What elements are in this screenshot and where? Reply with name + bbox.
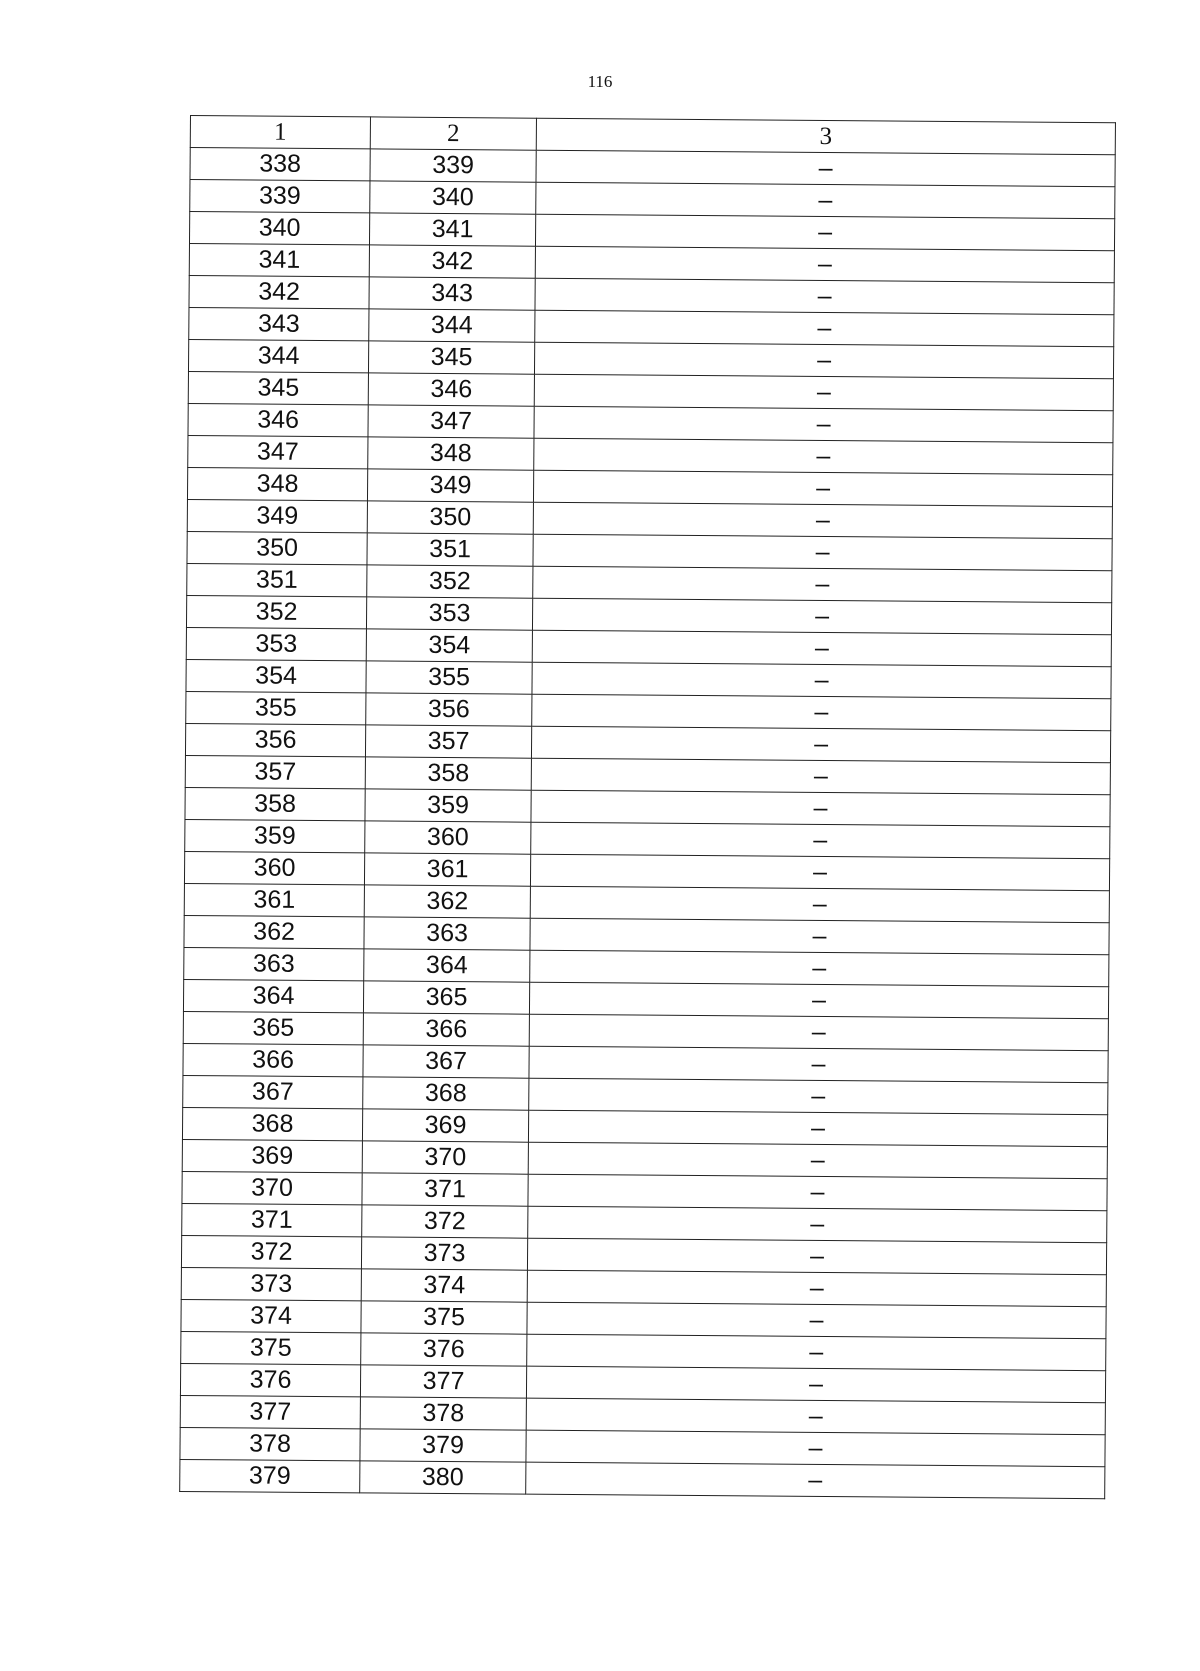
table-cell: – — [529, 982, 1108, 1019]
table-cell: – — [532, 662, 1111, 699]
table-cell: – — [531, 790, 1110, 827]
table-cell: – — [526, 1398, 1105, 1435]
table-cell: 348 — [187, 467, 367, 500]
table-cell: 364 — [364, 949, 530, 982]
table-cell: 360 — [184, 851, 364, 884]
table-cell: 341 — [189, 243, 369, 276]
table-cell: – — [532, 694, 1111, 731]
table-cell: – — [528, 1206, 1107, 1243]
table-cell: 349 — [187, 499, 367, 532]
table-row — [180, 1459, 1105, 1498]
table-cell: 363 — [184, 947, 364, 980]
table-cell: – — [533, 534, 1112, 571]
table-cell: 379 — [360, 1429, 526, 1462]
table-cell: 351 — [367, 533, 533, 566]
table-cell: 339 — [370, 149, 536, 182]
table-cell: – — [527, 1270, 1106, 1307]
table-cell: – — [526, 1430, 1105, 1467]
table-cell: 342 — [369, 245, 535, 278]
table-cell: 345 — [368, 341, 534, 374]
table-cell: 357 — [365, 725, 531, 758]
table-cell: 356 — [185, 723, 365, 756]
table-cell: – — [530, 886, 1109, 923]
table-cell: 374 — [181, 1299, 361, 1332]
table-body — [180, 148, 1116, 1499]
table-cell: 378 — [180, 1427, 360, 1460]
table-cell: – — [529, 1014, 1108, 1051]
table-cell: – — [533, 566, 1112, 603]
table-cell: 341 — [369, 213, 535, 246]
table-cell: 380 — [360, 1461, 526, 1494]
table-cell: – — [536, 150, 1115, 187]
table-cell: – — [527, 1238, 1106, 1275]
table-cell: 340 — [370, 181, 536, 214]
table-cell: – — [534, 342, 1113, 379]
table-cell: 349 — [367, 469, 533, 502]
table-cell: – — [534, 438, 1113, 475]
table-cell: 366 — [363, 1013, 529, 1046]
table-cell: 359 — [185, 819, 365, 852]
table-cell: 376 — [361, 1333, 527, 1366]
table-cell: 359 — [365, 789, 531, 822]
table-cell: 365 — [183, 1011, 363, 1044]
table-cell: 338 — [190, 148, 370, 181]
table-cell: 367 — [183, 1075, 363, 1108]
column-header: 2 — [370, 117, 536, 150]
table-cell: 356 — [366, 693, 532, 726]
column-header: 3 — [536, 118, 1115, 155]
table-cell: – — [535, 246, 1114, 283]
table-cell: – — [526, 1462, 1105, 1499]
table-cell: 352 — [186, 595, 366, 628]
table-cell: 351 — [187, 563, 367, 596]
table-cell: 371 — [362, 1173, 528, 1206]
table-cell: – — [532, 630, 1111, 667]
table-cell: 372 — [181, 1235, 361, 1268]
table-cell: 360 — [365, 821, 531, 854]
table-cell: 347 — [368, 405, 534, 438]
table-cell: – — [530, 950, 1109, 987]
table-cell: – — [528, 1110, 1107, 1147]
table-cell: 368 — [363, 1077, 529, 1110]
table-cell: 352 — [367, 565, 533, 598]
table-cell: 368 — [182, 1107, 362, 1140]
table-cell: – — [534, 406, 1113, 443]
table-cell: 357 — [185, 755, 365, 788]
table-cell: 374 — [361, 1269, 527, 1302]
table-cell: 350 — [367, 501, 533, 534]
table-cell: 373 — [181, 1267, 361, 1300]
table-cell: 369 — [182, 1139, 362, 1172]
table-cell: – — [527, 1334, 1106, 1371]
table-cell: 361 — [364, 853, 530, 886]
table-cell: 369 — [362, 1109, 528, 1142]
column-header: 1 — [190, 116, 370, 149]
table-cell: 378 — [360, 1397, 526, 1430]
table-cell: 354 — [366, 629, 532, 662]
table-cell: – — [528, 1174, 1107, 1211]
table-cell: 362 — [364, 885, 530, 918]
page-number: 116 — [587, 72, 613, 91]
table-cell: – — [535, 278, 1114, 315]
table-cell: 370 — [182, 1171, 362, 1204]
table-cell: – — [530, 854, 1109, 891]
table-cell: – — [536, 182, 1115, 219]
table-cell: 379 — [180, 1459, 360, 1492]
table-cell: – — [528, 1142, 1107, 1179]
table-cell: – — [533, 470, 1112, 507]
table-cell: – — [531, 726, 1110, 763]
table-cell: 355 — [366, 661, 532, 694]
table-cell: 358 — [185, 787, 365, 820]
table-cell: 345 — [188, 371, 368, 404]
table-cell: – — [531, 758, 1110, 795]
table-cell: – — [530, 918, 1109, 955]
table-cell: – — [533, 502, 1112, 539]
table-cell: – — [532, 598, 1111, 635]
table-cell: 350 — [187, 531, 367, 564]
table-cell: 340 — [189, 212, 369, 245]
table-cell: – — [526, 1366, 1105, 1403]
table-cell: 346 — [368, 373, 534, 406]
table-cell: 373 — [361, 1237, 527, 1270]
table-cell: – — [534, 374, 1113, 411]
table-cell: – — [535, 310, 1114, 347]
table-cell: 355 — [186, 691, 366, 724]
table-cell: 365 — [363, 981, 529, 1014]
table-cell: 343 — [189, 307, 369, 340]
table-cell: 375 — [181, 1331, 361, 1364]
table-cell: 344 — [188, 339, 368, 372]
table-cell: 344 — [369, 309, 535, 342]
table-cell: 358 — [365, 757, 531, 790]
table-cell: 343 — [369, 277, 535, 310]
table-cell: – — [535, 214, 1114, 251]
table-cell: – — [531, 822, 1110, 859]
table-cell: 370 — [362, 1141, 528, 1174]
table-cell: – — [527, 1302, 1106, 1339]
data-table — [179, 115, 1116, 1499]
table-cell: 364 — [183, 979, 363, 1012]
table-cell: 354 — [186, 659, 366, 692]
table-cell: 346 — [188, 403, 368, 436]
table-cell: 363 — [364, 917, 530, 950]
table-cell: – — [529, 1046, 1108, 1083]
table-cell: 362 — [184, 915, 364, 948]
table-cell: 339 — [190, 180, 370, 213]
table-cell: 342 — [189, 275, 369, 308]
table-cell: 347 — [188, 435, 368, 468]
table-cell: 372 — [362, 1205, 528, 1238]
table-cell: 376 — [180, 1363, 360, 1396]
table-cell: 367 — [363, 1045, 529, 1078]
table-cell: 377 — [180, 1395, 360, 1428]
table-cell: 377 — [360, 1365, 526, 1398]
table-cell: – — [529, 1078, 1108, 1115]
table-cell: 348 — [368, 437, 534, 470]
table-cell: 361 — [184, 883, 364, 916]
table-cell: 353 — [186, 627, 366, 660]
table-cell: 366 — [183, 1043, 363, 1076]
table-cell: 371 — [182, 1203, 362, 1236]
table-cell: 375 — [361, 1301, 527, 1334]
table-cell: 353 — [366, 597, 532, 630]
